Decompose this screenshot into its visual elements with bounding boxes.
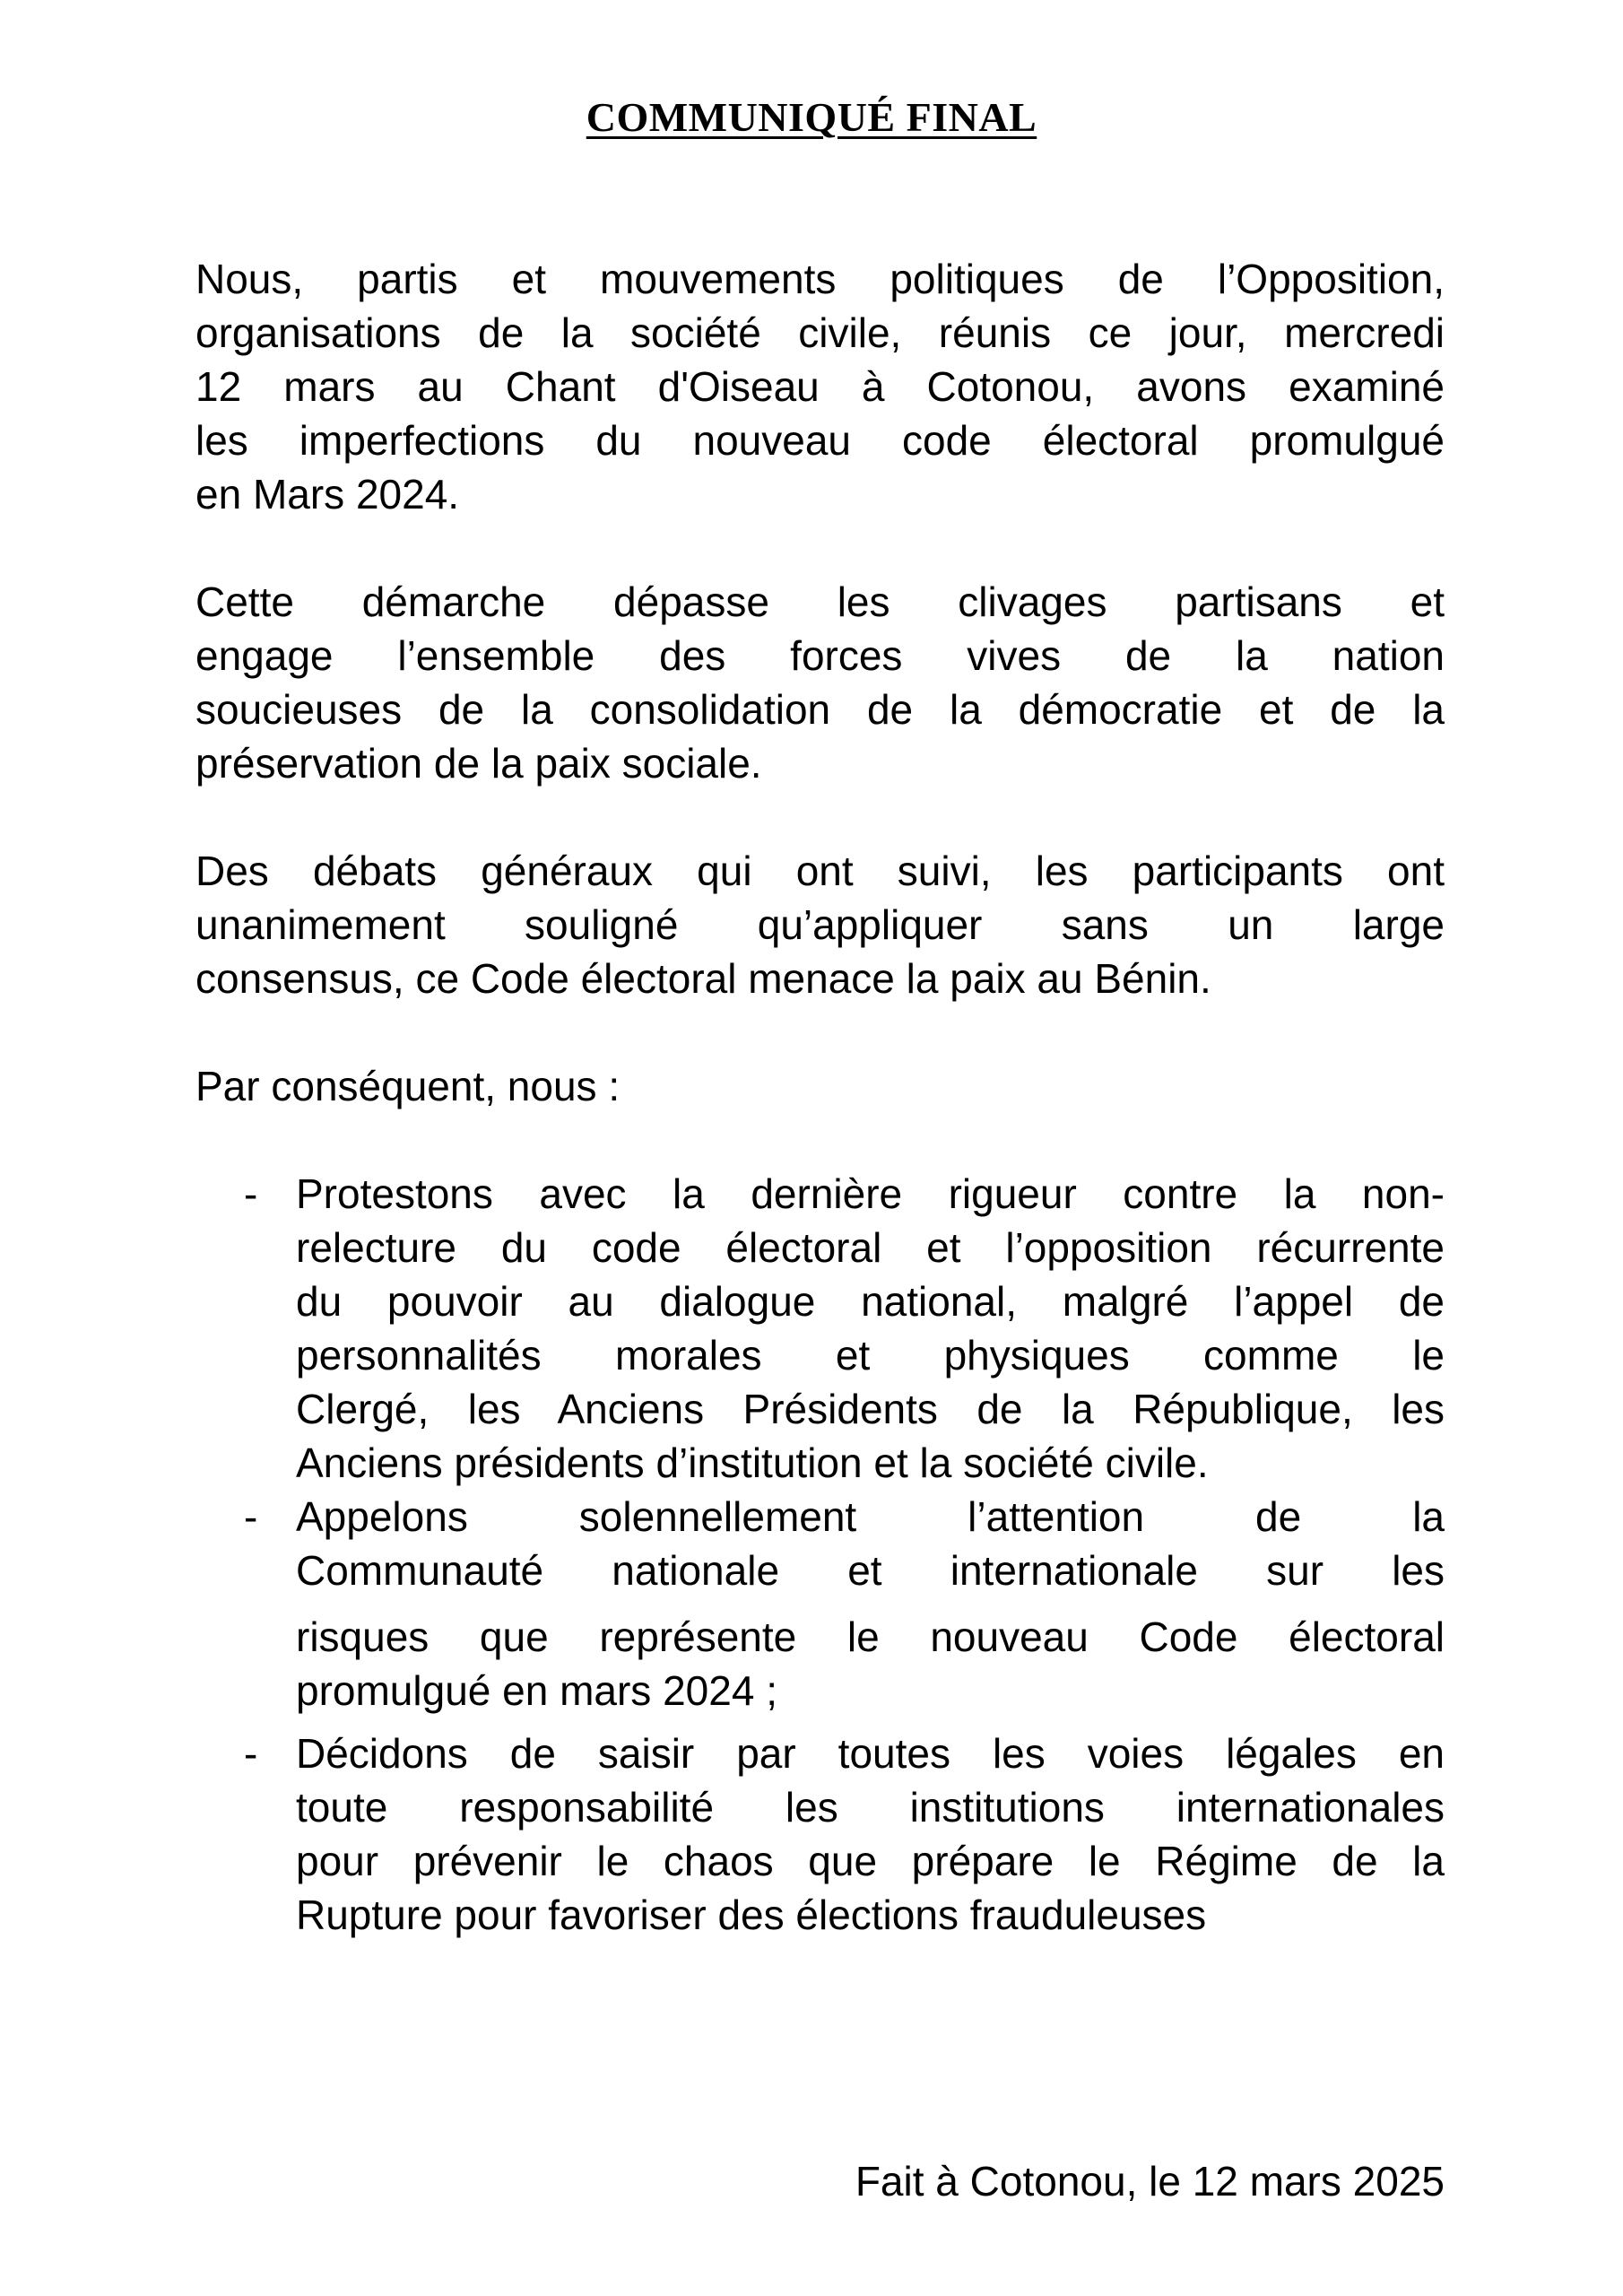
paragraph-line: 12 mars au Chant d'Oiseau à Cotonou, avons examiné xyxy=(195,363,1445,410)
list-item-2 xyxy=(296,1490,1445,1718)
document-title: COMMUNIQUÉ FINAL xyxy=(586,94,1037,140)
list-item-line: toute responsabilité les institutions internationales xyxy=(296,1784,1445,1831)
list-item-line: Clergé, les Anciens Présidents de la République, les xyxy=(296,1386,1445,1432)
list-item-line: Anciens présidents d’institution et la société civile. xyxy=(296,1439,1209,1486)
paragraph-3 xyxy=(195,844,1445,1005)
paragraph-line: engage l’ensemble des forces vives de la nation xyxy=(195,632,1445,679)
paragraph-line: unanimement souligné qu’appliquer sans un large xyxy=(195,901,1445,948)
paragraph-line: les imperfections du nouveau code électoral promulgué xyxy=(195,417,1445,464)
paragraph-line: consensus, ce Code électoral menace la paix au Bénin. xyxy=(195,955,1211,1002)
list-item-line: risques que représente le nouveau Code électoral xyxy=(296,1613,1445,1660)
list-item-line: pour prévenir le chaos que prépare le Régime de la xyxy=(296,1838,1445,1884)
list-item-line: Rupture pour favoriser des élections frauduleuses xyxy=(296,1892,1207,1938)
list-item-line: Protestons avec la dernière rigueur contre la non- xyxy=(296,1170,1445,1217)
intro-text: Par conséquent, nous : xyxy=(195,1063,621,1109)
paragraph-line: organisations de la société civile, réunis ce jour, mercredi xyxy=(195,309,1445,356)
bullet-dash: - xyxy=(244,1170,258,1217)
paragraph-line: Des débats généraux qui ont suivi, les participants ont xyxy=(195,848,1445,894)
paragraph-line: en Mars 2024. xyxy=(195,471,460,517)
paragraph-1 xyxy=(195,252,1445,521)
list-item-line: Décidons de saisir par toutes les voies légales en xyxy=(296,1730,1445,1777)
list-item-line: personnalités morales et physiques comme le xyxy=(296,1332,1445,1378)
list-item-3 xyxy=(296,1726,1445,1942)
list-item-line: Communauté nationale et internationale sur les xyxy=(296,1547,1445,1594)
signature-line: Fait à Cotonou, le 12 mars 2025 xyxy=(855,2158,1445,2205)
bullet-dash: - xyxy=(244,1730,258,1777)
bullet-dash: - xyxy=(244,1493,258,1540)
paragraph-line: Cette démarche dépasse les clivages partisans et xyxy=(195,578,1445,625)
paragraph-line: préservation de la paix sociale. xyxy=(195,740,762,787)
paragraph-line: soucieuses de la consolidation de la démocratie et de la xyxy=(195,686,1445,733)
list-item-line: relecture du code électoral et l’opposition récurrente xyxy=(296,1224,1445,1271)
intro-line xyxy=(195,1059,1445,1113)
paragraph-2 xyxy=(195,575,1445,790)
list-item-line: du pouvoir au dialogue national, malgré l’appel de xyxy=(296,1278,1445,1325)
list-item-line: promulgué en mars 2024 ; xyxy=(296,1667,777,1714)
paragraph-line: Nous, partis et mouvements politiques de l’Opposition, xyxy=(195,256,1445,302)
list-item-line: Appelons solennellement l’attention de la xyxy=(296,1493,1445,1540)
list-item-1 xyxy=(296,1167,1445,1490)
